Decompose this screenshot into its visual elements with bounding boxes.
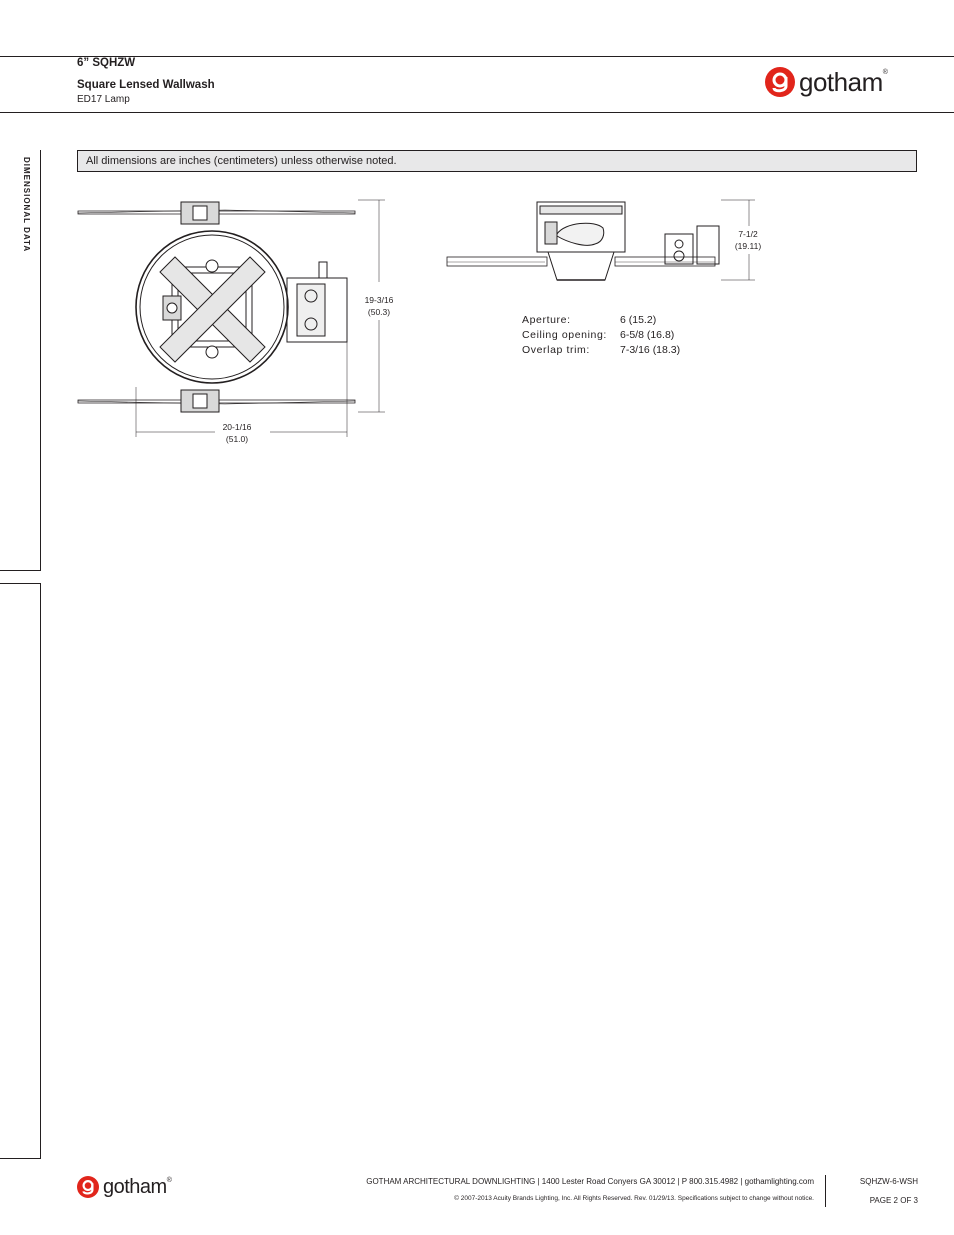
spec-row-aperture: Aperture: 6 (15.2): [522, 314, 657, 326]
footer-wordmark: gotham®: [103, 1176, 172, 1198]
header-top-rule: [0, 56, 954, 57]
product-name: Square Lensed Wallwash: [77, 79, 215, 91]
gotham-g-footer-icon: [77, 1176, 99, 1198]
side-tab-label: DIMENSIONAL DATA: [22, 157, 31, 253]
spec-list: [522, 313, 680, 358]
footer-separator: [825, 1175, 826, 1207]
spec-row-overlap-trim: Overlap trim: 7-3/16 (18.3): [522, 344, 681, 356]
header-bottom-rule: [0, 112, 954, 113]
footer-address: GOTHAM ARCHITECTURAL DOWNLIGHTING | 1400 Lester Road Conyers GA 30012 | P 800.315.4982 | gothamlighting.com: [366, 1177, 814, 1186]
spec-row-ceiling-opening: Ceiling opening: 6-5/8 (16.8): [522, 329, 675, 341]
footer-doc-code: SQHZW-6-WSH: [859, 1177, 918, 1186]
footer-copyright: © 2007-2013 Acuity Brands Lighting, Inc. All Rights Reserved. Rev. 01/29/13. Specifications subject to change without notice.: [454, 1195, 814, 1202]
dimensions-note: All dimensions are inches (centimeters) unless otherwise noted.: [77, 150, 917, 172]
plan-width-dimension: 20-1/16 (51.0): [222, 422, 252, 444]
side-height-dimension: 7-1/2 (19.11): [734, 229, 762, 251]
side-view-drawing: [445, 192, 765, 292]
logo-wordmark: gotham®: [799, 67, 888, 97]
product-code: 6” SQHZW: [77, 57, 136, 69]
header-logo[interactable]: [765, 67, 887, 97]
side-tab-empty[interactable]: [0, 583, 41, 1159]
plan-view-drawing: [75, 192, 395, 452]
footer-page-number: PAGE 2 OF 3: [869, 1196, 918, 1205]
side-tab-dimensional[interactable]: [0, 150, 41, 571]
lamp-type: ED17 Lamp: [77, 94, 130, 105]
plan-height-dimension: 19-3/16 (50.3): [364, 295, 394, 317]
footer-logo[interactable]: [77, 1176, 171, 1198]
gotham-g-logo-icon: [765, 67, 795, 97]
